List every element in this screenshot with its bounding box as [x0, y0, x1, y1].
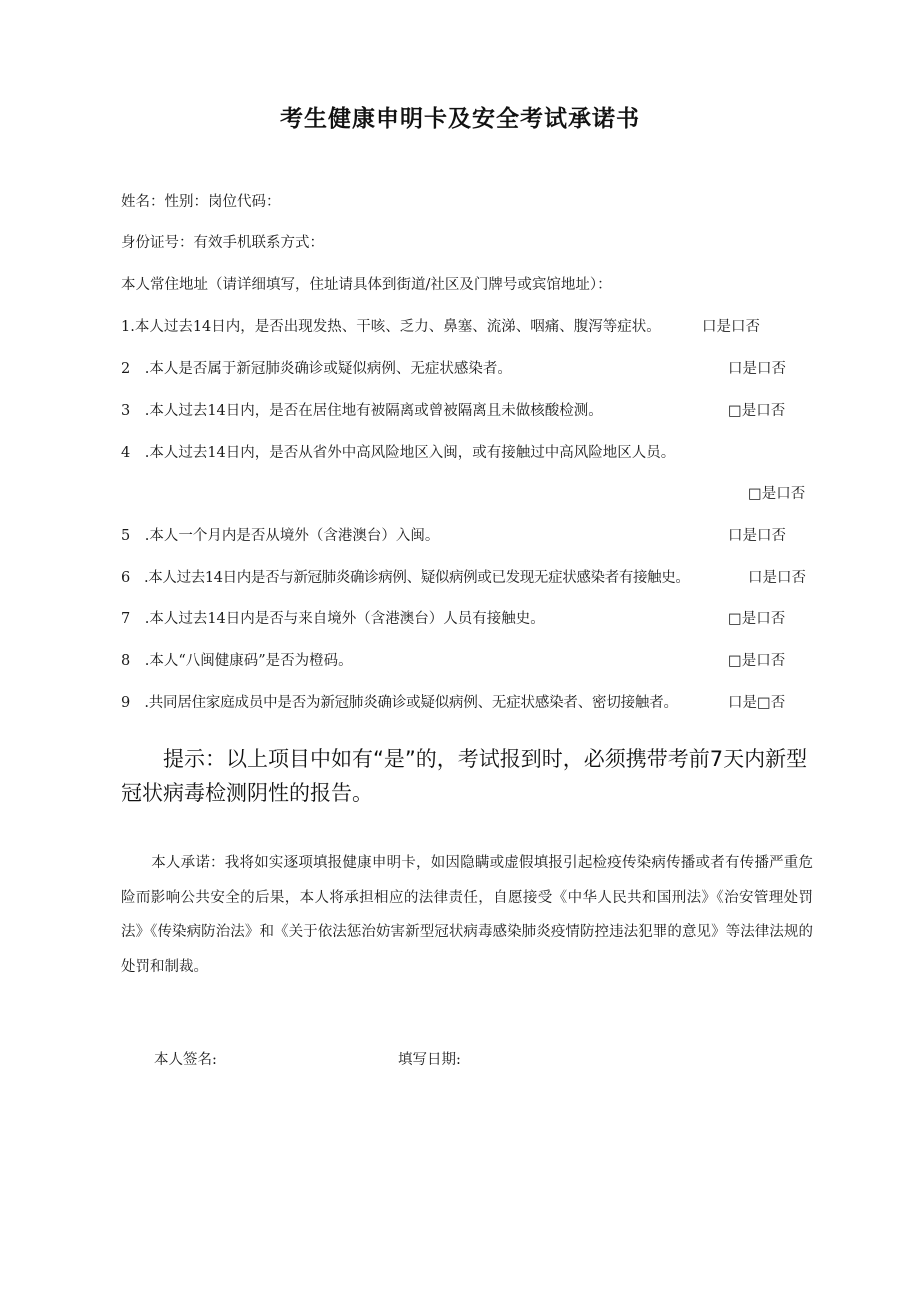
question-2: 2 .本人是否属于新冠肺炎确诊或疑似病例、无症状感染者。: [121, 361, 512, 377]
question-1: 1.本人过去14日内，是否出现发热、干咳、乏力、鼻塞、流涕、咽痛、腹泻等症状。: [121, 319, 661, 335]
question-6-answer[interactable]: 口是口否: [748, 570, 806, 586]
question-8-answer[interactable]: □是口否: [728, 653, 786, 669]
question-4-answer[interactable]: □是口否: [748, 486, 806, 502]
field-id-phone: 身份证号：有效手机联系方式：: [121, 235, 324, 251]
signature-label: 本人签名:: [154, 1052, 217, 1068]
question-1-answer[interactable]: 口是口否: [702, 319, 760, 335]
question-2-answer[interactable]: 口是口否: [728, 361, 786, 377]
question-5-answer[interactable]: 口是口否: [728, 528, 786, 544]
tip-notice: [121, 742, 821, 810]
question-3-answer[interactable]: □是口否: [728, 403, 786, 419]
question-3: 3 .本人过去14日内，是否在居住地有被隔离或曾被隔离且未做核酸检测。: [121, 403, 603, 419]
question-9-answer[interactable]: 口是□否: [728, 695, 786, 711]
question-6: 6 .本人过去14日内是否与新冠肺炎确诊病例、疑似病例或已发现无症状感染者有接触史。: [121, 570, 690, 586]
promise-text: 本人承诺：我将如实逐项填报健康申明卡，如因隐瞒或虚假填报引起检疫传染病传播或者有传播严重危险而影响公共安全的后果，本人将承担相应的法律责任，自愿接受《中华人民共和国刑法》《治安管理处罚法》《传染病防治法》和《关于依法惩治妨害新型冠状病毒感染肺炎疫情防控违法犯罪的意见》等法律法规的处罚和制裁。: [121, 855, 813, 975]
question-7-answer[interactable]: □是口否: [728, 611, 786, 627]
page-title: 考生健康申明卡及安全考试承诺书: [280, 106, 640, 132]
date-label: 填写日期:: [398, 1052, 461, 1068]
tip-text: 提示：以上项目中如有“是”的，考试报到时，必须携带考前7天内新型冠状病毒检测阴性的报告。: [121, 747, 808, 805]
question-7: 7 .本人过去14日内是否与来自境外（含港澳台）人员有接触史。: [121, 611, 545, 627]
question-8: 8 .本人“八闽健康码”是否为橙码。: [121, 653, 353, 669]
field-address: 本人常住地址（请详细填写，住址请具体到街道/社区及门牌号或宾馆地址）：: [121, 277, 612, 293]
question-9: 9 .共同居住家庭成员中是否为新冠肺炎确诊或疑似病例、无症状感染者、密切接触者。: [121, 695, 678, 711]
field-name-gender-code: 姓名：性别：岗位代码：: [121, 194, 281, 210]
question-4: 4 .本人过去14日内，是否从省外中高风险地区入闽，或有接触过中高风险地区人员。: [121, 445, 676, 461]
question-5: 5 .本人一个月内是否从境外（含港澳台）入闽。: [121, 528, 440, 544]
promise-paragraph: [121, 846, 813, 984]
